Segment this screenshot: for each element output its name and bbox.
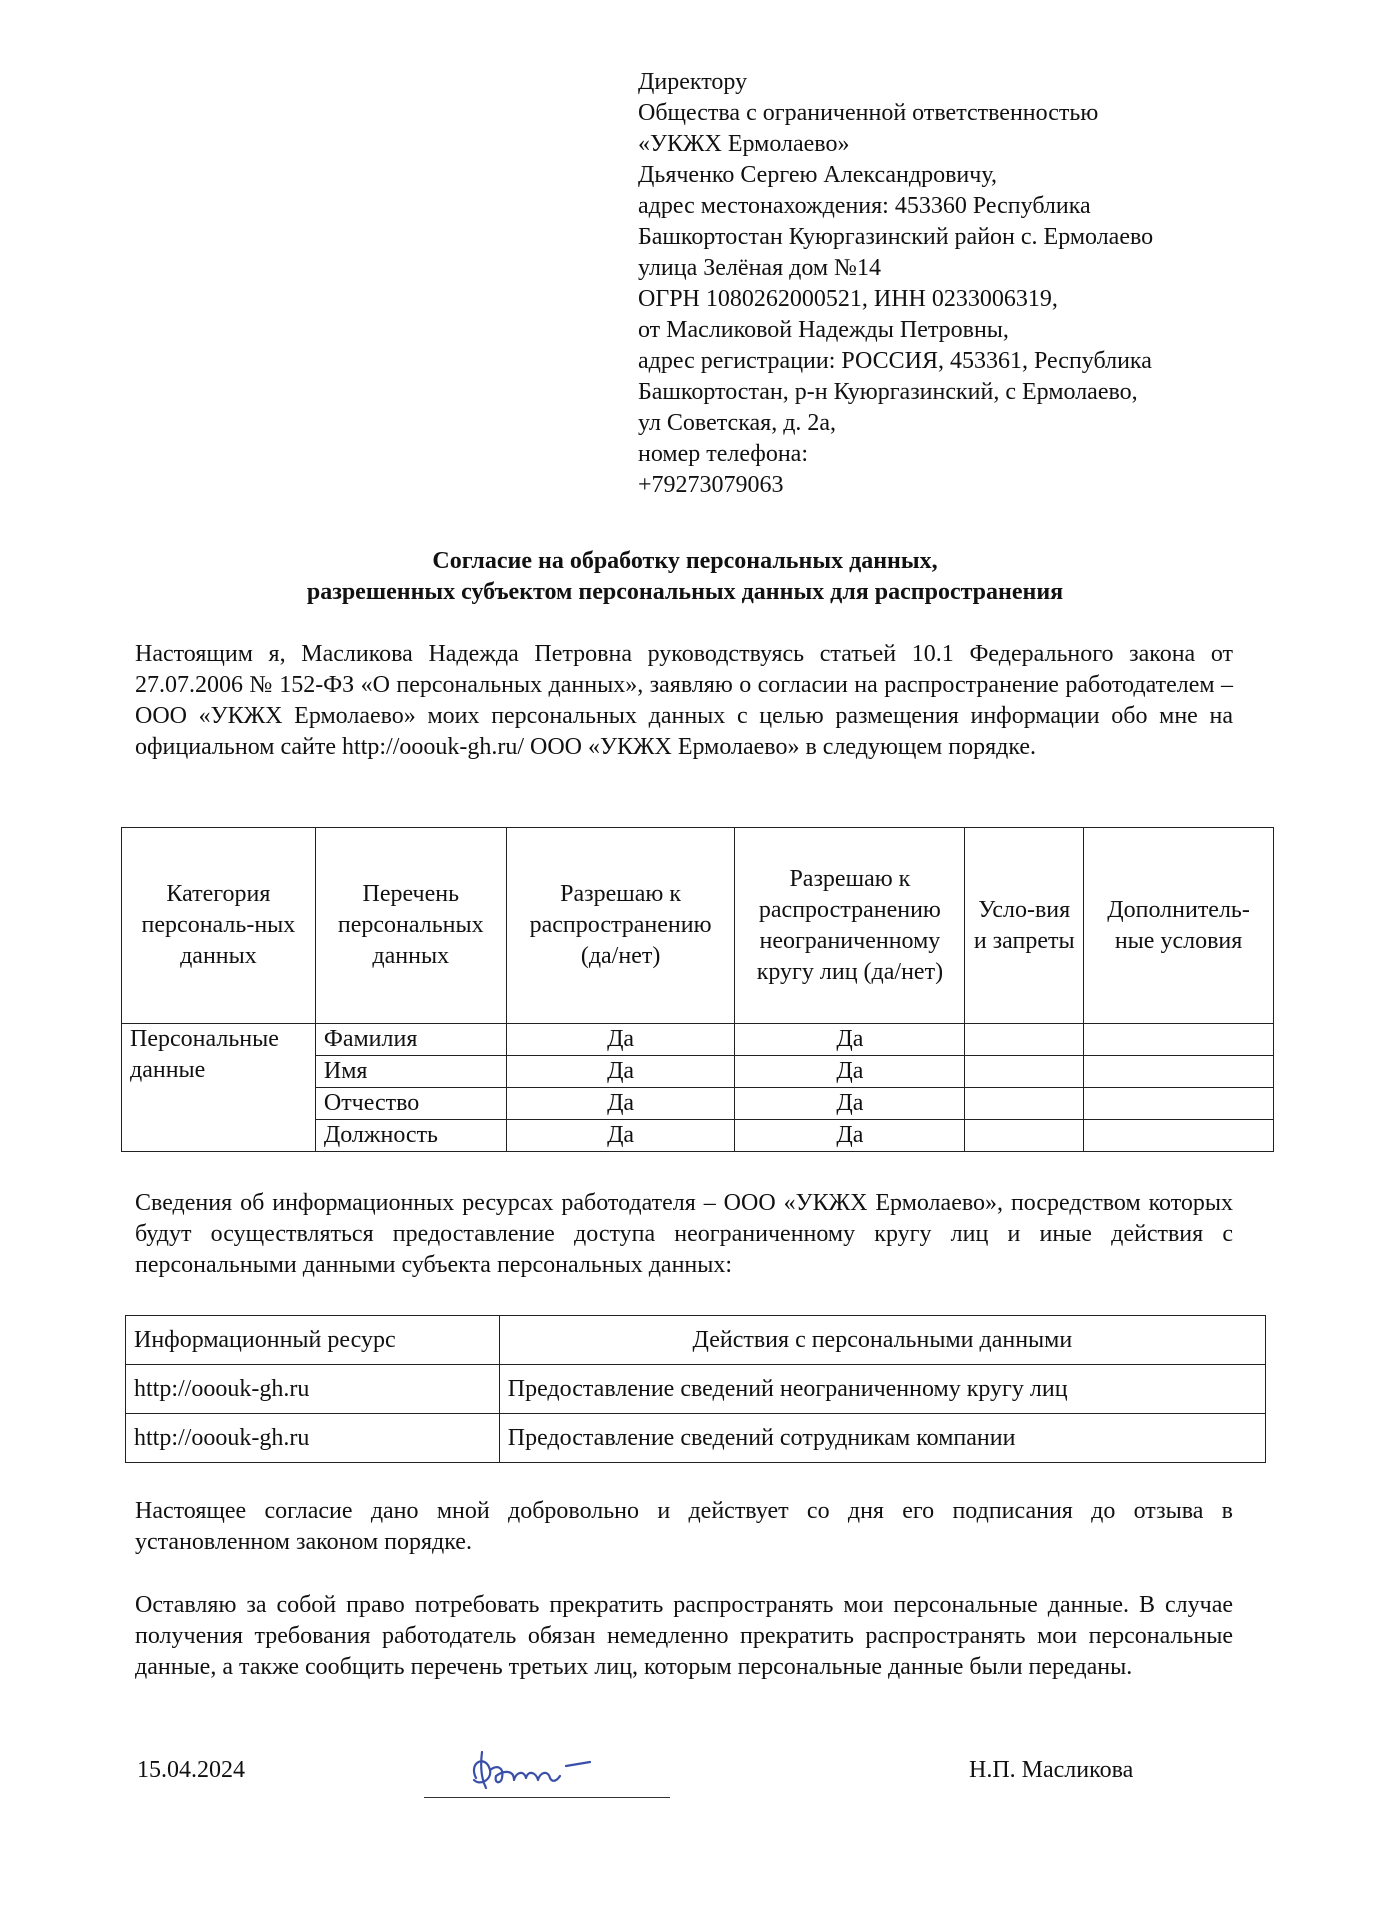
addressee-line: Башкортостан Куюргазинский район с. Ермолаево: [638, 224, 1154, 250]
table-row: [126, 1365, 1266, 1414]
resources-table-header: [126, 1316, 1266, 1365]
handwritten-signature: [424, 1740, 670, 1802]
allow-cell: Да: [506, 1056, 735, 1088]
allow-unlimited-cell: Да: [735, 1024, 965, 1056]
addressee-line: ул Советская, д. 2а,: [638, 410, 837, 436]
addressee-line: Директору: [638, 69, 748, 95]
column-header: Информационный ресурс: [126, 1316, 500, 1365]
addressee-line: номер телефона:: [638, 441, 809, 467]
data-item-cell: Отчество: [315, 1088, 506, 1120]
signature-line: [424, 1797, 670, 1798]
title-line-2: разрешенных субъектом персональных данных для распространения: [306, 579, 1064, 605]
resource-url-cell: http://ooouk-gh.ru: [126, 1414, 500, 1463]
signing-date: 15.04.2024: [137, 1757, 245, 1783]
column-header: Разрешаю к распространению неограниченному кругу лиц (да/нет): [735, 828, 965, 1024]
extra-conditions-cell: [1084, 1088, 1274, 1120]
signer-name: Н.П. Масликова: [969, 1757, 1134, 1783]
column-header: Дополнитель-ные условия: [1084, 828, 1274, 1024]
allow-cell: Да: [506, 1088, 735, 1120]
validity-paragraph: Настоящее согласие дано мной добровольно и действует со дня его подписания до отзыва в установленном законом порядке.: [135, 1498, 1233, 1555]
extra-conditions-cell: [1084, 1120, 1274, 1152]
addressee-line: Общества с ограниченной ответственностью: [638, 100, 1099, 126]
resources-table: [125, 1315, 1266, 1463]
allow-cell: Да: [506, 1120, 735, 1152]
column-header: Категория персональ-ных данных: [122, 828, 316, 1024]
addressee-line: от Масликовой Надежды Петровны,: [638, 317, 1009, 343]
conditions-cell: [965, 1024, 1084, 1056]
addressee-line: адрес местонахождения: 453360 Республика: [638, 193, 1091, 219]
addressee-line: ОГРН 1080262000521, ИНН 0233006319,: [638, 286, 1058, 312]
table-row: [122, 1024, 1274, 1056]
conditions-cell: [965, 1120, 1084, 1152]
action-cell: Предоставление сведений неограниченному кругу лиц: [499, 1365, 1265, 1414]
resource-url-cell: http://ooouk-gh.ru: [126, 1365, 500, 1414]
consent-table-header: [122, 828, 1274, 1024]
column-header: Перечень персональных данных: [315, 828, 506, 1024]
extra-conditions-cell: [1084, 1056, 1274, 1088]
table-row: [126, 1414, 1266, 1463]
extra-conditions-cell: [1084, 1024, 1274, 1056]
allow-unlimited-cell: Да: [735, 1056, 965, 1088]
data-item-cell: Фамилия: [315, 1024, 506, 1056]
column-header: Действия с персональными данными: [499, 1316, 1265, 1365]
addressee-block: [638, 67, 1278, 501]
addressee-line: адрес регистрации: РОССИЯ, 453361, Республика: [638, 348, 1152, 374]
data-item-cell: Имя: [315, 1056, 506, 1088]
allow-cell: Да: [506, 1024, 735, 1056]
addressee-line: Башкортостан, р-н Куюргазинский, с Ермолаево,: [638, 379, 1138, 405]
consent-table: [121, 827, 1274, 1152]
intro-paragraph: Настоящим я, Масликова Надежда Петровна руководствуясь статьей 10.1 Федерального закона от 27.07.2006 № 152-ФЗ «О персональных данных», заявляю о согласии на распространение работодателем – ООО «УКЖХ Ермолаево» моих персональных данных с целью размещения информации обо мне на официальном сайте http://ooouk-gh.ru/ ООО «УКЖХ Ермолаево» в следующем порядке.: [135, 641, 1233, 760]
action-cell: Предоставление сведений сотрудникам компании: [499, 1414, 1265, 1463]
resources-intro-paragraph: Сведения об информационных ресурсах работодателя – ООО «УКЖХ Ермолаево», посредством которых будут осуществляться предоставление доступа неограниченному кругу лиц и иные действия с персональными данными субъекта персональных данных:: [135, 1190, 1233, 1278]
addressee-line: улица Зелёная дом №14: [638, 255, 881, 281]
column-header: Усло-вия и запреты: [965, 828, 1084, 1024]
title-line-1: Согласие на обработку персональных данных,: [432, 548, 938, 574]
document-title: [200, 546, 1170, 608]
addressee-line: «УКЖХ Ермолаево»: [638, 131, 850, 157]
data-item-cell: Должность: [315, 1120, 506, 1152]
revocation-paragraph: Оставляю за собой право потребовать прекратить распространять мои персональные данные. В случае получения требования работодатель обязан немедленно прекратить распространять мои персональные данные, а также сообщить перечень третьих лиц, которым персональные данные были переданы.: [135, 1592, 1233, 1680]
allow-unlimited-cell: Да: [735, 1120, 965, 1152]
conditions-cell: [965, 1088, 1084, 1120]
allow-unlimited-cell: Да: [735, 1088, 965, 1120]
addressee-line: Дьяченко Сергею Александровичу,: [638, 162, 997, 188]
addressee-line: +79273079063: [638, 472, 784, 498]
conditions-cell: [965, 1056, 1084, 1088]
column-header: Разрешаю к распространению (да/нет): [506, 828, 735, 1024]
category-cell: Персональные данные: [122, 1024, 316, 1152]
